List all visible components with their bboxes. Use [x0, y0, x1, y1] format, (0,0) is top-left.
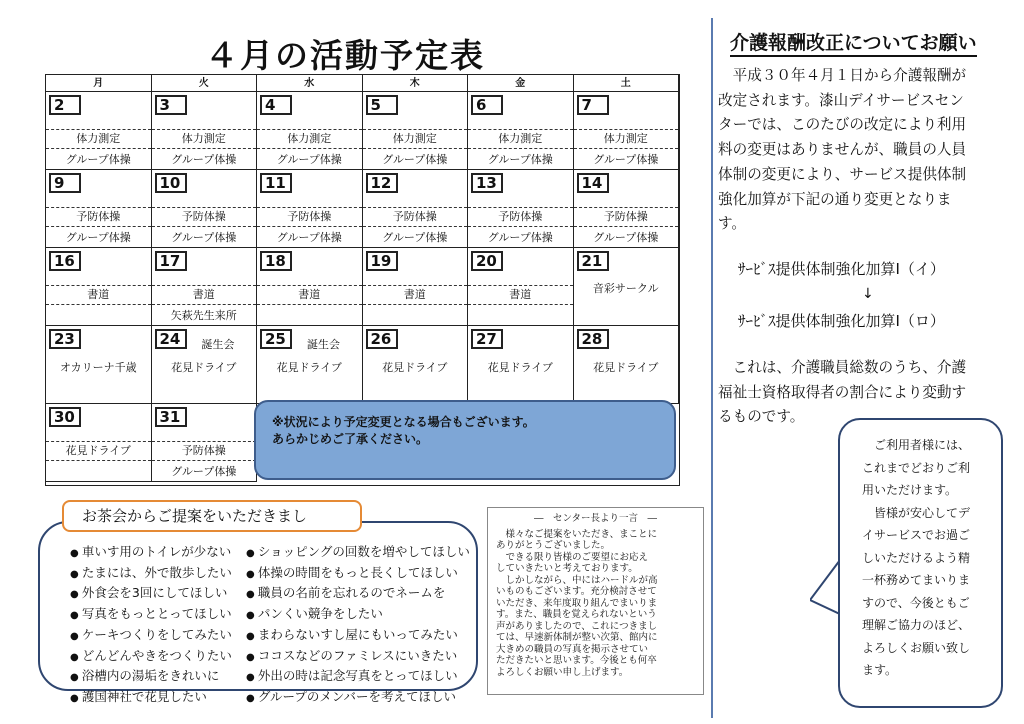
bullet-icon: ●	[246, 651, 258, 663]
activity-primary: 予防体操	[363, 207, 468, 227]
paragraph-line: 改定されます。漆山デイサービスセン	[718, 91, 964, 109]
bullet-icon: ●	[246, 630, 258, 642]
day-number: 11	[260, 173, 292, 193]
activity-primary: 花見ドライブ	[487, 361, 553, 374]
calendar-day-cell	[574, 92, 680, 170]
schedule-change-notice	[254, 400, 676, 480]
director-message-line: しかしながら、中にはハードルが高	[496, 574, 658, 586]
suggestion-text: 外食会を3回にしてほしい	[81, 585, 228, 601]
calendar-day-cell	[152, 170, 258, 248]
activity-primary: 花見ドライブ	[276, 361, 342, 374]
activity-secondary: グループ体操	[171, 153, 237, 166]
calendar-day-cell	[574, 248, 680, 326]
activity-secondary: グループ体操	[171, 231, 237, 244]
director-message-line: 様々なご提案をいただき、まことに	[496, 528, 658, 540]
day-number: 16	[49, 251, 81, 271]
director-message-line: 大きめの職員の写真を掲示させてい	[496, 643, 649, 655]
suggestion-text: 護国神社で花見したい	[81, 688, 207, 704]
suggestion-item	[70, 667, 232, 688]
activity-primary: 書道	[152, 285, 257, 305]
bullet-icon: ●	[246, 692, 258, 704]
speech-line: これまでどおりご利	[862, 460, 971, 475]
weekday-header: 月	[46, 75, 152, 92]
down-arrow-icon: ↓	[862, 286, 874, 302]
suggestion-text: パンくい競争をしたい	[257, 606, 383, 622]
calendar-day-cell	[152, 326, 258, 404]
suggestion-item	[246, 647, 470, 668]
speech-line: よろしくお願い致し	[862, 640, 971, 655]
weekday-header: 金	[468, 75, 574, 92]
calendar-day-cell	[152, 92, 258, 170]
bullet-icon: ●	[70, 651, 82, 663]
day-number: 14	[577, 173, 609, 193]
day-number: 30	[49, 407, 81, 427]
activity-secondary: グループ体操	[171, 465, 237, 478]
suggestion-item	[70, 688, 232, 709]
day-number: 2	[49, 95, 81, 115]
director-message-line: ただきたいと思います。今後とも何卒	[496, 655, 657, 666]
weekday-header: 火	[152, 75, 258, 92]
director-message-title: ― センター長より一言 ―	[533, 513, 658, 524]
activity-primary: 花見ドライブ	[593, 361, 659, 374]
activity-primary: 体力測定	[574, 129, 679, 149]
calendar-day-cell	[257, 92, 363, 170]
calendar-day-cell	[574, 326, 680, 404]
paragraph-line: 平成３０年４月１日から介護報酬が	[718, 67, 967, 84]
day-number: 23	[49, 329, 81, 349]
calendar-day-cell	[468, 170, 574, 248]
suggestion-text: 職員の名前を忘れるのでネームを	[257, 585, 446, 601]
day-number: 28	[577, 329, 609, 349]
paragraph-line: るものです。	[718, 408, 805, 426]
speech-line: すので、今後ともご	[862, 595, 970, 610]
calendar-day-cell	[152, 404, 258, 482]
suggestion-text: たまには、外で散歩したい	[81, 564, 232, 580]
director-message-line: いただき、来年度取り組んでまいりま	[496, 597, 658, 609]
suggestion-list-right	[246, 543, 470, 709]
bullet-icon: ●	[246, 589, 258, 601]
activity-primary: 書道	[46, 285, 151, 305]
activity-secondary: 矢萩先生来所	[170, 309, 237, 322]
suggestion-item	[246, 626, 470, 647]
director-message-line: よろしくお願い申し上げます。	[496, 666, 629, 678]
calendar-day-cell	[46, 170, 152, 248]
speech-line: 用いただけます。	[862, 483, 958, 497]
day-number: 9	[49, 173, 81, 193]
suggestion-item	[246, 584, 470, 605]
day-number: 10	[155, 173, 187, 193]
activity-primary: 予防体操	[257, 207, 362, 227]
activity-primary: 体力測定	[363, 129, 468, 149]
weekday-header: 水	[257, 75, 363, 92]
activity-primary: 書道	[363, 285, 468, 305]
suggestion-item	[70, 626, 232, 647]
suggestion-list-left	[70, 543, 232, 709]
activity-primary: 体力測定	[46, 129, 151, 149]
paragraph-line: これは、介護職員総数のうち、介護	[718, 359, 967, 376]
director-message-line: 声がありましたので、これにつきまし	[496, 620, 658, 632]
suggestion-text: 外出の時は記念写真をとってほしい	[257, 668, 458, 684]
calendar-day-cell	[363, 248, 469, 326]
revision-notice-paragraph-1	[718, 64, 1008, 237]
activity-primary: 予防体操	[468, 207, 573, 227]
calendar-title: ４月の活動予定表	[205, 36, 485, 75]
activity-secondary: グループ体操	[382, 231, 448, 244]
suggestion-text: 体操の時間をもっと長くしてほしい	[257, 564, 458, 580]
activity-secondary: グループ体操	[276, 231, 342, 244]
suggestion-item	[246, 564, 470, 585]
suggestion-text: 浴槽内の湯垢をきれいに	[81, 668, 220, 684]
calendar-day-cell	[46, 248, 152, 326]
suggestion-item	[70, 543, 232, 564]
suggestion-text: ココスなどのファミレスにいきたい	[257, 647, 458, 663]
day-number: 19	[366, 251, 398, 271]
calendar-day-cell	[363, 170, 469, 248]
suggestion-item	[246, 667, 470, 688]
activity-primary: 書道	[468, 285, 573, 305]
activity-secondary: グループ体操	[593, 231, 659, 244]
paragraph-line: ターでは、このたびの改定により利用	[718, 116, 967, 134]
suggestion-item	[70, 647, 232, 668]
calendar-day-cell	[257, 326, 363, 404]
activity-secondary: グループ体操	[65, 231, 131, 244]
director-message-line: す。また、職員を覚えられないという	[496, 609, 657, 620]
bullet-icon: ●	[70, 692, 82, 704]
birthday-party-label: 誕生会	[307, 338, 340, 351]
speech-line: ます。	[862, 663, 898, 677]
bullet-icon: ●	[70, 672, 82, 684]
day-number: 25	[260, 329, 292, 349]
bullet-icon: ●	[70, 568, 82, 580]
day-number: 12	[366, 173, 398, 193]
activity-primary: 花見ドライブ	[171, 361, 237, 374]
activity-secondary: グループ体操	[487, 153, 553, 166]
day-number: 13	[471, 173, 503, 193]
speech-line: ご利用者様には、	[862, 438, 971, 452]
customer-reassurance-bubble	[838, 418, 1003, 708]
paragraph-line: 体制の変更により、サービス提供体制	[718, 165, 967, 183]
calendar-day-cell	[46, 404, 152, 482]
day-number: 6	[471, 95, 503, 115]
calendar-day-cell	[257, 170, 363, 248]
bullet-icon: ●	[70, 610, 82, 622]
activity-secondary: グループ体操	[276, 153, 342, 166]
notice-line-1: ※状況により予定変更となる場合もございます。	[272, 415, 535, 429]
suggestion-item	[70, 605, 232, 626]
old-addition-label: ｻｰﾋﾞｽ提供体制強化加算Ⅰ（イ）	[738, 260, 945, 278]
director-message-line: できる限り皆様のご要望にお応え	[496, 551, 649, 563]
speech-line: 一杯務めてまいりま	[862, 573, 971, 587]
calendar-day-cell	[46, 92, 152, 170]
calendar-day-cell	[468, 326, 574, 404]
day-number: 27	[471, 329, 503, 349]
suggestion-item	[246, 688, 470, 709]
birthday-party-label: 誕生会	[201, 338, 235, 351]
activity-secondary: グループ体操	[65, 153, 131, 166]
calendar-day-cell	[468, 92, 574, 170]
paragraph-line: 福祉士資格取得者の割合により変動す	[718, 383, 967, 401]
director-message-box	[487, 507, 704, 695]
day-number: 4	[260, 95, 292, 115]
activity-primary: 花見ドライブ	[382, 361, 448, 374]
tea-party-title: お茶会からご提案をいただきまし	[62, 500, 362, 532]
day-number: 21	[577, 251, 609, 271]
suggestion-item	[70, 564, 232, 585]
suggestion-item	[246, 605, 470, 626]
bullet-icon: ●	[70, 630, 82, 642]
director-message-body	[496, 529, 695, 679]
day-number: 31	[155, 407, 187, 427]
bullet-icon: ●	[246, 610, 258, 622]
suggestion-text: 写真をもっととってほしい	[81, 606, 232, 622]
bullet-icon: ●	[246, 568, 258, 580]
weekday-header: 木	[363, 75, 469, 92]
activity-primary: 体力測定	[257, 129, 362, 149]
activity-secondary: グループ体操	[382, 153, 448, 166]
suggestion-text: どんどんやきをつくりたい	[81, 647, 232, 663]
day-number: 24	[155, 329, 187, 349]
bullet-icon: ●	[246, 548, 258, 559]
day-number: 18	[260, 251, 292, 271]
suggestion-text: 車いす用のトイレが少ない	[81, 544, 232, 559]
bullet-icon: ●	[70, 548, 82, 559]
activity-primary: 予防体操	[46, 207, 151, 227]
suggestion-text: グループのメンバーを考えてほしい	[257, 688, 457, 704]
speech-line: 理解ご協力のほど、	[862, 618, 971, 632]
new-addition-label: ｻｰﾋﾞｽ提供体制強化加算Ⅰ（ロ）	[738, 312, 945, 330]
suggestion-item	[70, 584, 232, 605]
activity-primary: オカリーナ千歳	[59, 361, 137, 374]
director-message-line: ありがとうございました。	[496, 540, 611, 551]
day-number: 3	[155, 95, 187, 115]
calendar-day-cell	[363, 92, 469, 170]
weekday-header: 土	[574, 75, 680, 92]
suggestion-item	[246, 543, 470, 564]
activity-primary: 体力測定	[152, 129, 257, 149]
paragraph-line: す。	[718, 215, 747, 233]
bullet-icon: ●	[246, 672, 258, 684]
speech-line: 皆様が安心してデ	[862, 505, 971, 520]
calendar-day-cell	[574, 170, 680, 248]
paragraph-line: 強化加算が下記の通り変更となりま	[718, 190, 952, 208]
activity-primary: 体力測定	[468, 129, 573, 149]
day-number: 17	[155, 251, 187, 271]
activity-primary: 予防体操	[152, 207, 257, 227]
activity-primary: 花見ドライブ	[46, 441, 151, 461]
bullet-icon: ●	[70, 589, 82, 601]
director-message-line: いものもございます。充分検討させて	[496, 586, 657, 597]
day-number: 5	[366, 95, 398, 115]
calendar-day-cell	[468, 248, 574, 326]
activity-secondary: グループ体操	[593, 153, 659, 166]
suggestion-text: ケーキつくりをしてみたい	[81, 626, 232, 642]
paragraph-line: 料の変更はありませんが、職員の人員	[718, 141, 967, 159]
column-divider	[711, 18, 713, 718]
calendar-day-cell	[363, 326, 469, 404]
speech-line: しいただけるよう精	[862, 550, 971, 565]
activity-secondary: グループ体操	[487, 231, 553, 244]
calendar-day-cell	[46, 326, 152, 404]
day-number: 7	[577, 95, 609, 115]
day-number: 26	[366, 329, 398, 349]
suggestion-text: ショッピングの回数を増やしてほしい	[257, 544, 470, 559]
speech-line: イサービスでお過ご	[862, 528, 971, 542]
suggestion-text: まわらないすし屋にもいってみたい	[257, 626, 458, 642]
director-message-line: ては、早速新体制が整い次第、館内に	[496, 632, 658, 643]
activity-primary: 音彩サークル	[592, 282, 659, 295]
activity-primary: 予防体操	[574, 207, 679, 227]
calendar-day-cell	[257, 248, 363, 326]
day-number: 20	[471, 251, 503, 271]
calendar-day-cell	[152, 248, 258, 326]
director-message-line: していきたいと考えております。	[496, 563, 638, 574]
activity-primary: 書道	[257, 285, 362, 305]
activity-primary: 予防体操	[152, 441, 257, 461]
revision-notice-title: 介護報酬改正についてお願い	[730, 28, 977, 57]
notice-line-2: あらかじめご了承ください。	[272, 432, 429, 446]
